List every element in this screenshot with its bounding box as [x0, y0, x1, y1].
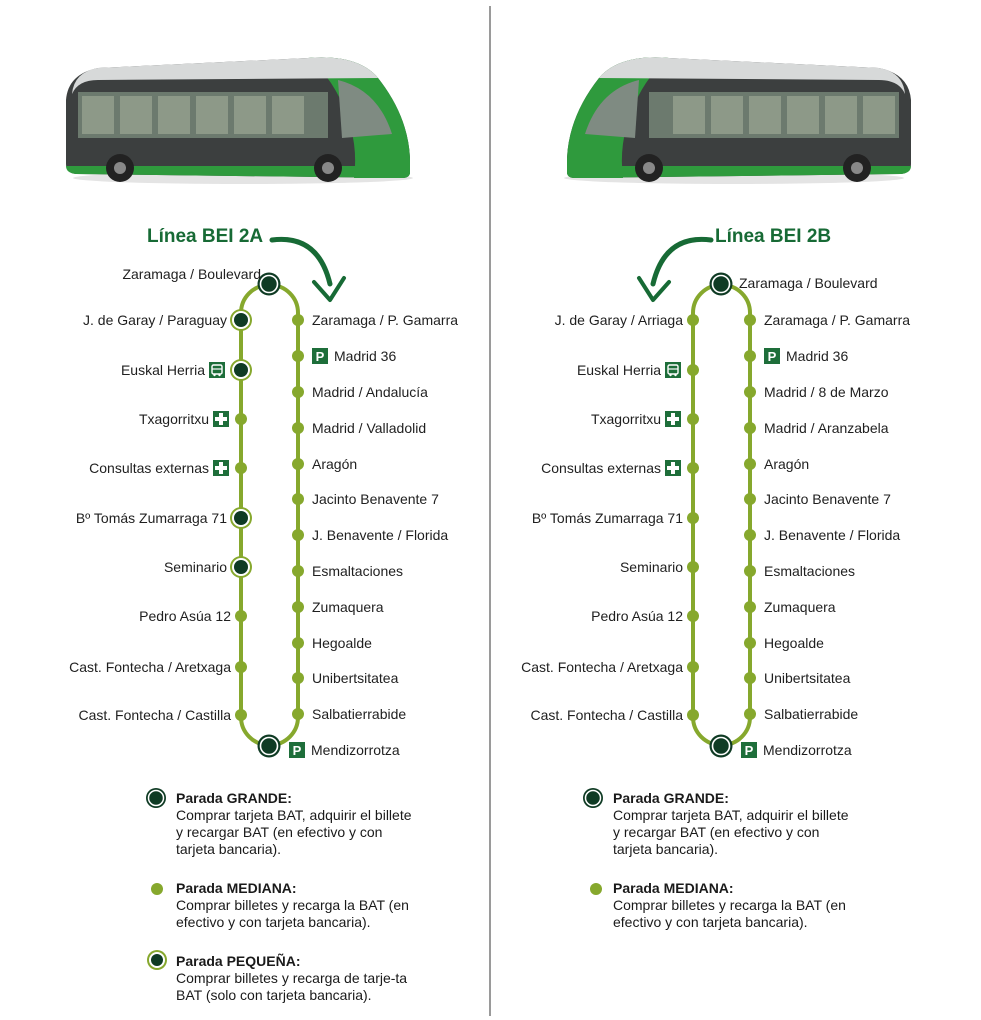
- stop-label: Aragón: [312, 456, 358, 472]
- stop-label: Consultas externas: [89, 460, 209, 476]
- parking-icon: [312, 348, 328, 364]
- stop-marker-mediana: [234, 461, 248, 475]
- stop-label: Esmaltaciones: [312, 563, 404, 579]
- stop-label: Txagorritxu: [590, 411, 661, 427]
- stop-marker-mediana: [743, 313, 757, 327]
- legend-pequena-desc: Comprar billetes y recarga de tarje-ta BAT (solo con tarjeta bancaria).: [176, 970, 408, 1003]
- legend-mediana-2b: [613, 880, 858, 931]
- stop-marker-mediana: [743, 349, 757, 363]
- stop-marker-mediana: [686, 313, 700, 327]
- health-cross-icon: [665, 460, 681, 476]
- stop-grande-symbol: [144, 786, 168, 810]
- svg-text:P: P: [292, 743, 302, 758]
- stop-marker-mediana: [291, 492, 305, 506]
- health-cross-icon: [213, 460, 229, 476]
- svg-text:P: P: [315, 349, 325, 364]
- stop-label: Mendizorrotza: [763, 742, 852, 758]
- stop-label: Euskal Herria: [120, 362, 205, 378]
- stop-label: Mendizorrotza: [311, 742, 400, 758]
- health-cross-icon: [213, 411, 229, 427]
- stop-marker-mediana: [291, 349, 305, 363]
- parking-icon: [741, 742, 757, 758]
- bus-icon: [665, 362, 681, 378]
- stop-marker-mediana: [291, 385, 305, 399]
- parking-icon: [764, 348, 780, 364]
- stop-marker-mediana: [291, 457, 305, 471]
- stop-marker-grande: [708, 271, 734, 297]
- stop-label: Madrid 36: [334, 348, 397, 364]
- stop-mediana-symbol: [589, 882, 603, 896]
- stop-label: Madrid / Andalucía: [312, 384, 428, 400]
- stop-marker-pequena: [229, 555, 253, 579]
- line-2b-title: Línea BEI 2B: [715, 226, 832, 247]
- stop-label: Pedro Asúa 12: [139, 608, 231, 624]
- legend-grande-desc: Comprar tarjeta BAT, adquirir el billete y recargar BAT (en efectivo y con tarjeta bancaria).: [613, 807, 849, 857]
- health-cross-icon: [665, 411, 681, 427]
- stop-marker-mediana: [743, 492, 757, 506]
- stop-label: Seminario: [163, 559, 227, 575]
- stop-label: Cast. Fontecha / Castilla: [530, 707, 683, 723]
- stop-marker-mediana: [686, 412, 700, 426]
- line-2a-panel: [0, 0, 490, 1020]
- stop-marker-mediana: [743, 385, 757, 399]
- stop-label: Euskal Herria: [576, 362, 661, 378]
- stop-marker-mediana: [686, 609, 700, 623]
- stop-marker-pequena: [229, 358, 253, 382]
- stop-marker-mediana: [234, 609, 248, 623]
- stop-marker-mediana: [291, 313, 305, 327]
- stop-label: J. Benavente / Florida: [764, 527, 901, 543]
- stop-marker-mediana: [686, 708, 700, 722]
- stop-marker-pequena: [229, 308, 253, 332]
- stop-marker-mediana: [291, 528, 305, 542]
- parking-icon: [289, 742, 305, 758]
- stop-label: Hegoalde: [764, 635, 824, 651]
- stop-marker-mediana: [291, 600, 305, 614]
- stop-label: Madrid 36: [786, 348, 849, 364]
- stop-label: Cast. Fontecha / Aretxaga: [521, 659, 683, 675]
- line-2a-title: Línea BEI 2A: [147, 226, 264, 247]
- stop-marker-mediana: [743, 600, 757, 614]
- legend-grande-title: Parada GRANDE:: [176, 790, 292, 806]
- stop-label: Hegoalde: [312, 635, 372, 651]
- legend-grande-title: Parada GRANDE:: [613, 790, 729, 806]
- stop-label: Jacinto Benavente 7: [764, 491, 891, 507]
- stop-label: J. de Garay / Arriaga: [554, 312, 683, 328]
- route-loop-2a: [0, 0, 490, 800]
- legend-pequena-title: Parada PEQUEÑA:: [176, 953, 301, 969]
- stop-marker-grande: [708, 733, 734, 759]
- stop-marker-mediana: [743, 636, 757, 650]
- stop-marker-pequena: [229, 506, 253, 530]
- stop-label: Zumaquera: [764, 599, 836, 615]
- stop-label: Aragón: [764, 456, 810, 472]
- line-2b-panel: [491, 0, 981, 1020]
- stop-label: Unibertsitatea: [312, 670, 399, 686]
- stop-label: Zumaquera: [312, 599, 384, 615]
- stop-label: Bº Tomás Zumarraga 71: [75, 510, 227, 526]
- stop-label: Unibertsitatea: [764, 670, 851, 686]
- stop-label: Seminario: [619, 559, 683, 575]
- legend-pequena-2a: [176, 953, 421, 1004]
- stop-marker-mediana: [686, 363, 700, 377]
- stop-label: Bº Tomás Zumarraga 71: [531, 510, 683, 526]
- stop-label: Cast. Fontecha / Castilla: [78, 707, 231, 723]
- legend-mediana-desc: Comprar billetes y recarga la BAT (en efectivo y con tarjeta bancaria).: [613, 897, 846, 930]
- stop-marker-mediana: [743, 457, 757, 471]
- legend-mediana-2a: [176, 880, 421, 931]
- route-loop-2b: [491, 0, 981, 800]
- stop-grande-symbol: [581, 786, 605, 810]
- legend-mediana-title: Parada MEDIANA:: [176, 880, 297, 896]
- stop-marker-mediana: [291, 707, 305, 721]
- stop-marker-mediana: [234, 412, 248, 426]
- stop-label: Esmaltaciones: [764, 563, 856, 579]
- stop-marker-mediana: [686, 560, 700, 574]
- stop-marker-mediana: [743, 671, 757, 685]
- svg-text:P: P: [767, 349, 777, 364]
- stop-marker-mediana: [234, 660, 248, 674]
- stop-label: Consultas externas: [541, 460, 661, 476]
- stop-label: Salbatierrabide: [312, 706, 407, 722]
- stop-label: Cast. Fontecha / Aretxaga: [69, 659, 231, 675]
- stop-pequena-symbol: [146, 949, 168, 971]
- legend-grande-2b: [613, 790, 858, 858]
- stop-label: Salbatierrabide: [764, 706, 859, 722]
- stop-marker-grande: [256, 733, 282, 759]
- stop-marker-mediana: [291, 421, 305, 435]
- stop-marker-mediana: [291, 636, 305, 650]
- stop-label: Madrid / Valladolid: [312, 420, 427, 436]
- stop-label: Txagorritxu: [138, 411, 209, 427]
- stop-marker-mediana: [743, 707, 757, 721]
- stop-marker-mediana: [743, 564, 757, 578]
- stop-marker-mediana: [686, 660, 700, 674]
- stop-marker-mediana: [686, 461, 700, 475]
- stop-label: Pedro Asúa 12: [591, 608, 683, 624]
- stop-marker-mediana: [743, 528, 757, 542]
- legend-mediana-desc: Comprar billetes y recarga la BAT (en efectivo y con tarjeta bancaria).: [176, 897, 409, 930]
- stop-label: Zaramaga / P. Gamarra: [764, 312, 911, 328]
- svg-text:P: P: [744, 743, 754, 758]
- stop-label: J. Benavente / Florida: [312, 527, 449, 543]
- stop-marker-mediana: [743, 421, 757, 435]
- stop-marker-mediana: [291, 671, 305, 685]
- stop-label: Madrid / 8 de Marzo: [764, 384, 889, 400]
- stop-marker-mediana: [234, 708, 248, 722]
- stop-label: Madrid / Aranzabela: [764, 420, 889, 436]
- legend-grande-desc: Comprar tarjeta BAT, adquirir el billete y recargar BAT (en efectivo y con tarjeta bancaria).: [176, 807, 412, 857]
- stop-label: Zaramaga / Boulevard: [122, 266, 261, 282]
- stop-label: Zaramaga / P. Gamarra: [312, 312, 459, 328]
- stop-marker-mediana: [291, 564, 305, 578]
- stop-label: Zaramaga / Boulevard: [739, 275, 878, 291]
- stop-label: Jacinto Benavente 7: [312, 491, 439, 507]
- legend-grande-2a: [176, 790, 421, 858]
- stop-mediana-symbol: [150, 882, 164, 896]
- stop-marker-mediana: [686, 511, 700, 525]
- stop-label: J. de Garay / Paraguay: [83, 312, 227, 328]
- legend-mediana-title: Parada MEDIANA:: [613, 880, 734, 896]
- bus-icon: [209, 362, 225, 378]
